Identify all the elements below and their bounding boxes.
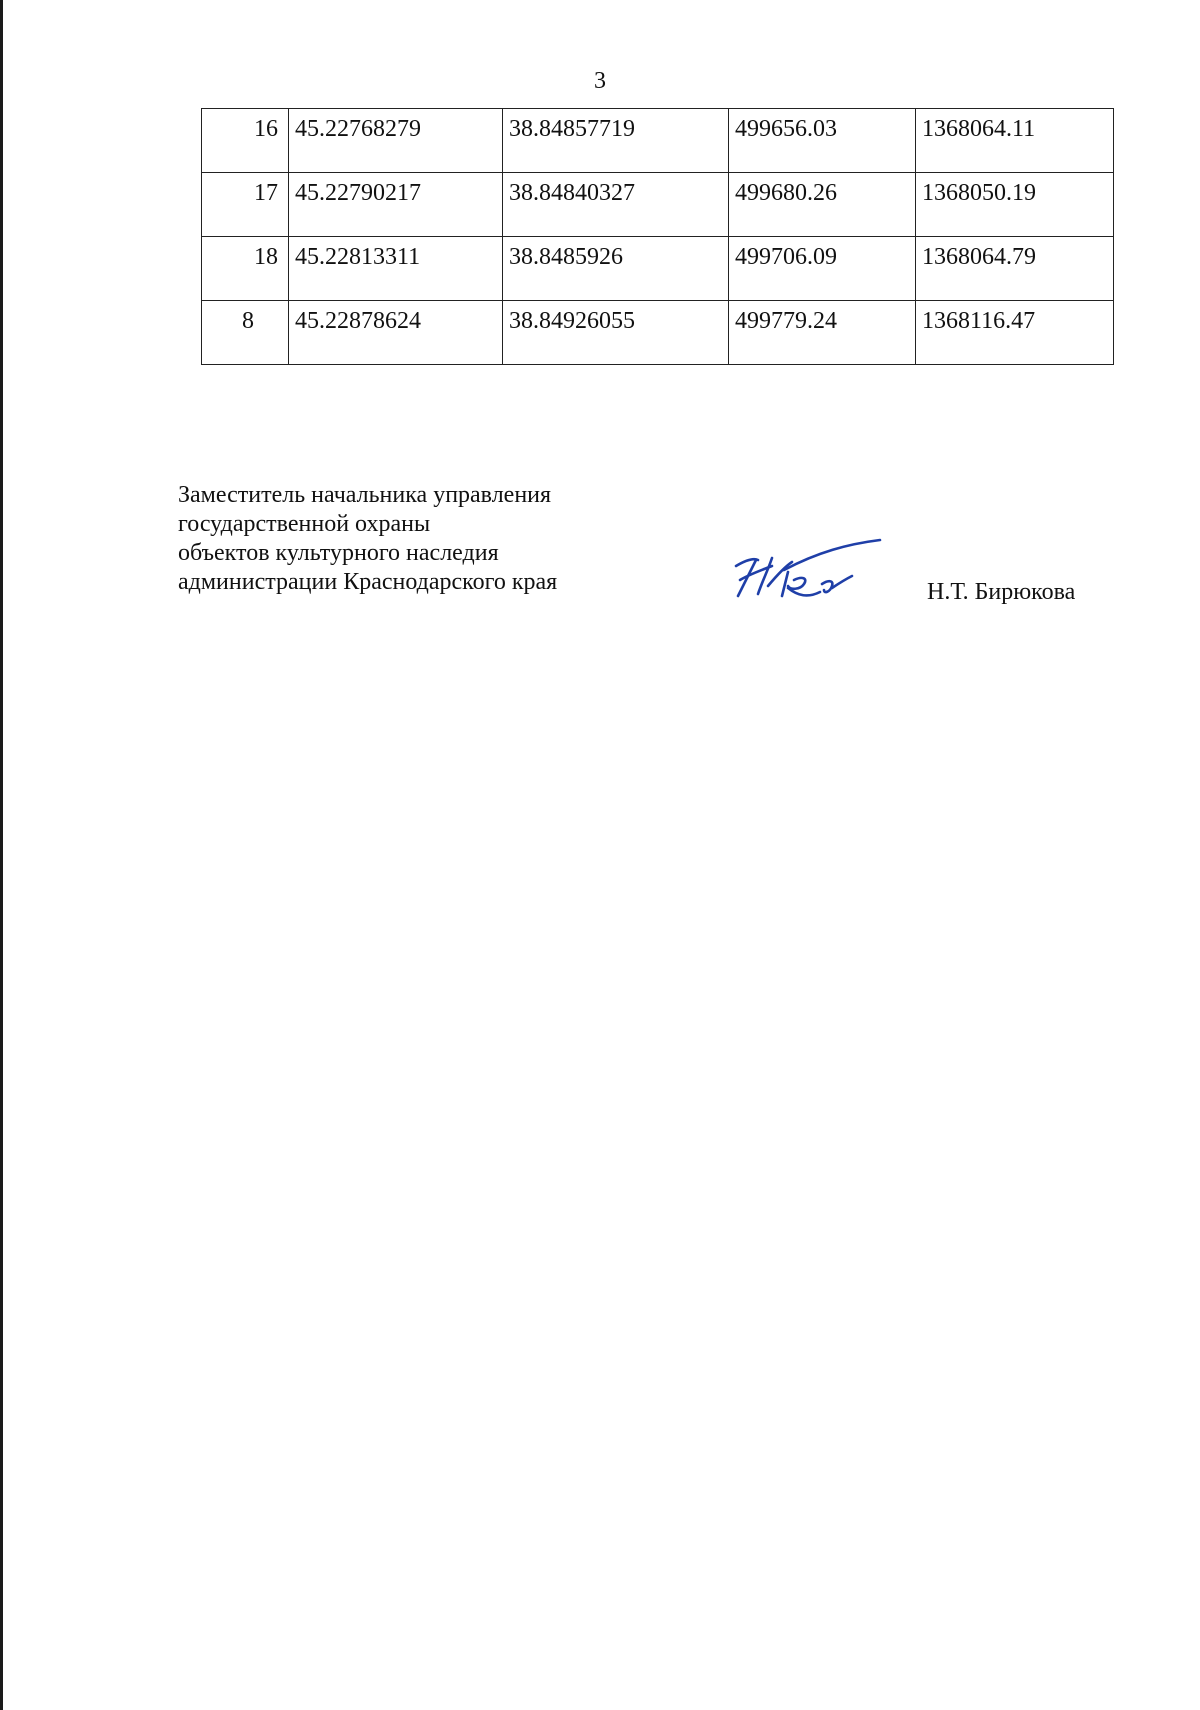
position-line: государственной охраны bbox=[178, 511, 431, 537]
longitude-cell: 38.84926055 bbox=[503, 301, 729, 365]
signatory-position bbox=[178, 481, 557, 597]
x-coordinate-cell: 499779.24 bbox=[729, 301, 916, 365]
latitude-cell: 45.22813311 bbox=[289, 237, 503, 301]
y-coordinate-cell: 1368064.11 bbox=[916, 109, 1114, 173]
table-row bbox=[202, 237, 1114, 301]
coordinates-table bbox=[201, 108, 1114, 365]
scan-left-edge bbox=[0, 0, 3, 1710]
page-number: 3 bbox=[594, 68, 606, 94]
point-number-cell: 18 bbox=[202, 237, 289, 301]
table-row bbox=[202, 173, 1114, 237]
x-coordinate-cell: 499680.26 bbox=[729, 173, 916, 237]
position-line: Заместитель начальника управления bbox=[178, 482, 552, 508]
handwritten-signature bbox=[728, 530, 888, 612]
latitude-cell: 45.22790217 bbox=[289, 173, 503, 237]
x-coordinate-cell: 499656.03 bbox=[729, 109, 916, 173]
latitude-cell: 45.22878624 bbox=[289, 301, 503, 365]
signer-name: Н.Т. Бирюкова bbox=[927, 579, 1076, 605]
y-coordinate-cell: 1368116.47 bbox=[916, 301, 1114, 365]
point-number-cell: 8 bbox=[202, 301, 289, 365]
longitude-cell: 38.84857719 bbox=[503, 109, 729, 173]
point-number-cell: 17 bbox=[202, 173, 289, 237]
longitude-cell: 38.8485926 bbox=[503, 237, 729, 301]
y-coordinate-cell: 1368064.79 bbox=[916, 237, 1114, 301]
table-row bbox=[202, 301, 1114, 365]
position-line: администрации Краснодарского края bbox=[178, 569, 558, 595]
point-number-cell: 16 bbox=[202, 109, 289, 173]
position-line: объектов культурного наследия bbox=[178, 540, 499, 566]
latitude-cell: 45.22768279 bbox=[289, 109, 503, 173]
y-coordinate-cell: 1368050.19 bbox=[916, 173, 1114, 237]
longitude-cell: 38.84840327 bbox=[503, 173, 729, 237]
table-row bbox=[202, 109, 1114, 173]
x-coordinate-cell: 499706.09 bbox=[729, 237, 916, 301]
